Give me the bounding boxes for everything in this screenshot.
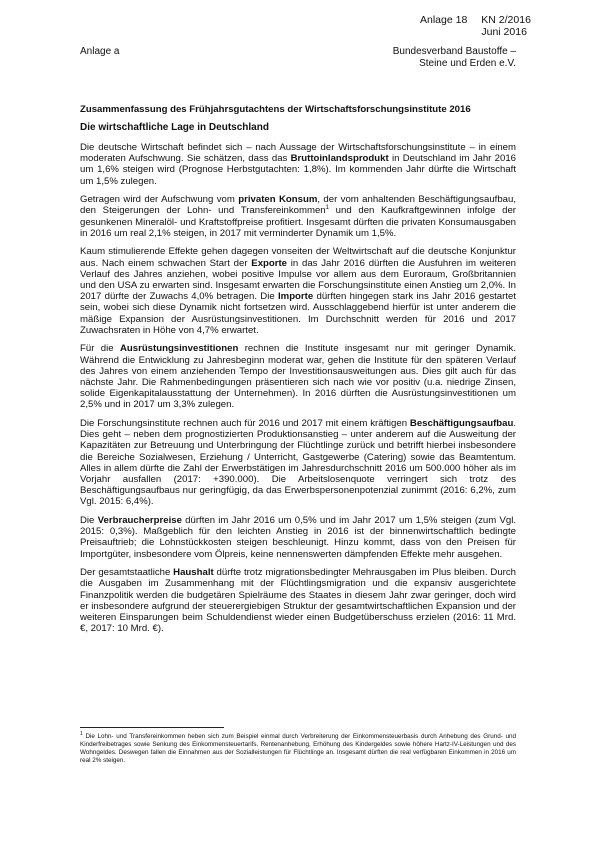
paragraph-text: , der vom anhaltenden Beschäftigungsaufbau, den Steigerungen der Lohn- und Transfereinkommen <box>80 194 516 217</box>
bold-term: Haushalt <box>173 567 214 579</box>
paragraph <box>80 515 516 560</box>
paragraph <box>80 567 516 634</box>
organization-line-1: Bundesverband Baustoffe – <box>392 46 516 57</box>
bold-term: Exporte <box>251 257 288 269</box>
anlage-number: Anlage 18 <box>420 14 468 26</box>
document-title: Zusammenfassung des Frühjahrsgutachtens der Wirtschaftsforschungsinstitute 2016 <box>80 104 471 115</box>
paragraph <box>80 194 516 239</box>
bold-term: Beschäftigungsaufbau <box>409 418 514 430</box>
paragraph-text: Der gesamtstaatliche <box>80 567 174 579</box>
kn-number: KN 2/2016 <box>481 14 531 26</box>
paragraph-text: Getragen wird der Aufschwung vom <box>80 194 239 206</box>
paragraph-text: . Dies geht – neben dem prognostizierten Produktionsanstieg – unter anderem auf die Ausweitung der Kapazitäten zur Betreuung und Unterbringung der Flüchtlinge zurück und betrifft hierbei insbesondere die Bereiche Sozialwesen, Erziehung / Unterricht, Gastgewerbe (Catering) sowie das Beamtentum. Alles in allem dürfte die Zahl der Erwerbstätigen im Jahresdurchschnitt 2016 um 500.000 höher als im Vorjahr ausfallen (2017: +390.000). Die Arbeitslosenquote verringert sich trotz des Beschäftigungsaufbaus nur geringfügig, da das Erwerbspersonenpotenzial zunimmt (2016: 6,2%, zum Vgl. 2015: 6,4%). <box>80 418 516 508</box>
paragraph-text: dürften im Jahr 2016 um 0,5% und im Jahr 2017 um 1,5% steigen (zum Vgl. 2015: 0,3%). Maßgeblich für den leichten Anstieg in 2016 ist der binnenwirtschaftlich bedingte Preisauftrieb; die Lohnstückkosten steigen beschleunigt. Hinzu kommt, dass von den Preisen für Importgüter, insbesondere vom Ölpreis, keine nennenswerten dämpfenden Effekte mehr ausgehen. <box>80 515 516 560</box>
bold-term: Importe <box>278 291 314 303</box>
bold-term: Ausrüstungsinvestitionen <box>119 343 239 355</box>
paragraph-text: Die deutsche Wirtschaft befindet sich – nach Aussage der Wirtschaftsforschungsinstitute – in einem moderaten Aufschwung. Sie schätzen, dass das <box>80 142 516 165</box>
paragraph-text: Kaum stimulierende Effekte gehen dagegen vonseiten der Weltwirtschaft auf die deutsche Konjunktur aus. Nach einem schwachen Start der <box>80 246 516 269</box>
paragraph <box>80 418 516 508</box>
document-subtitle: Die wirtschaftliche Lage in Deutschland <box>80 122 269 133</box>
footnote-divider <box>80 727 224 728</box>
paragraph-text: und den Kaufkraftgewinnen infolge der gesunkenen Mineralöl- und Kraftstoffpreise profitiert. Insgesamt dürften die privaten Konsumausgaben in 2016 um real 2,1% steigen, in 2017 mit verminderter Dynamik um 1,5%. <box>80 205 516 239</box>
bold-term: Verbraucherpreise <box>97 515 182 527</box>
header-reference <box>420 14 531 38</box>
bold-term: privaten Konsum <box>238 194 318 206</box>
paragraph <box>80 142 516 187</box>
footnote <box>80 730 516 765</box>
paragraph-text: dürften hingegen stark ins Jahr 2016 gestartet sein, wobei sich diese Dynamik nicht fortsetzen wird. Ausschlaggebend hierfür ist unter anderem die mäßige Expansion der Ausrüstungsinvestitionen. Im Durchschnitt werden für 2016 und 2017 Zuwachsraten in Höhe von 4,7% erwartet. <box>80 291 516 336</box>
paragraph-text: Für die <box>80 343 120 355</box>
paragraph-text: Die Forschungsinstitute rechnen auch für 2016 und 2017 mit einem kräftigen <box>80 418 410 430</box>
paragraph-text: Die <box>80 515 98 527</box>
document-body <box>80 104 516 642</box>
footnote-text: Die Lohn- und Transfereinkommen heben sich zum Beispiel einmal durch Verbreiterung der Einkommensteuerbasis durch Anhebung des Grund- und Kinderfreibetrages sowie Senkung des Einkommensteuertarifs. Rentenanhebung, Erhöhung des Kindergeldes sowie höhere Hartz-IV-Leistungen und des Wohngeldes. Deswegen fallen die Einnahmen aus der Sozialleistungen für Flüchtlinge an. Insgesamt dürften die real verfügbaren Einkommen in 2016 um real 2% steigen. <box>80 733 516 764</box>
paragraph-list <box>80 142 516 634</box>
footnote-reference: 1 <box>325 205 329 212</box>
organization-line-2: Steine und Erden e.V. <box>419 58 516 69</box>
bold-term: Bruttoinlandsprodukt <box>290 153 389 165</box>
header-date: Juni 2016 <box>481 26 527 38</box>
anlage-label: Anlage a <box>80 46 120 57</box>
paragraph-text: rechnen die Institute insgesamt nur mit geringer Dynamik. Während die Entwicklung zu Jahresbeginn moderat war, gehen die Institute für den späteren Verlauf des Jahres von einem anziehenden Tempo der Investitionsausweitungen aus. Dies gilt auch für das nächste Jahr. Die Rahmenbedingungen präsentieren sich nach wie vor positiv (u.a. niedrige Zinsen, solide Eigenkapitalausstattung der Unternehmen). In 2016 dürften die Ausrüstungsinvestitionen um 2,5% und in 2017 um 3,3% zulegen. <box>80 343 517 411</box>
paragraph <box>80 343 516 410</box>
paragraph <box>80 246 516 336</box>
paragraph-text: in Deutschland im Jahr 2016 um 1,6% steigen wird (Prognose Herbstgutachten: 1,8%). Im kommenden Jahr dürfte die Wirtschaft um 1,5% zulegen. <box>80 153 516 187</box>
paragraph-text: dürfte trotz migrationsbedingter Mehrausgaben im Plus bleiben. Durch die Ausgaben im Zusammenhang mit der Flüchtlingsmigration und die expansiv ausgerichtete Finanzpolitik werden die budgetären Spielräume des Staates in diesem Jahr zwar geringer, doch wird er insbesondere aufgrund der steuerergiebigen Struktur der gesamtwirtschaftlichen Expansion und der weiteren Einsparungen beim Schuldendienst wieder einen Budgetüberschuss erzielen (2016: 11 Mrd. €, 2017: 10 Mrd. €). <box>80 567 517 635</box>
footnote-marker: 1 <box>80 730 83 737</box>
organization <box>393 46 516 70</box>
paragraph-text: in das Jahr 2016 dürften die Ausfuhren im weiteren Verlauf des Jahres anziehen, wobei positive Impulse vor allem aus dem Euroraum, Großbritannien und den USA zu erwarten sind. Insgesamt erwarten die Forschungsinstitute einen Anstieg um 2,0%. In 2017 dürfte der Zuwachs 4,0% betragen. Die <box>80 257 516 303</box>
